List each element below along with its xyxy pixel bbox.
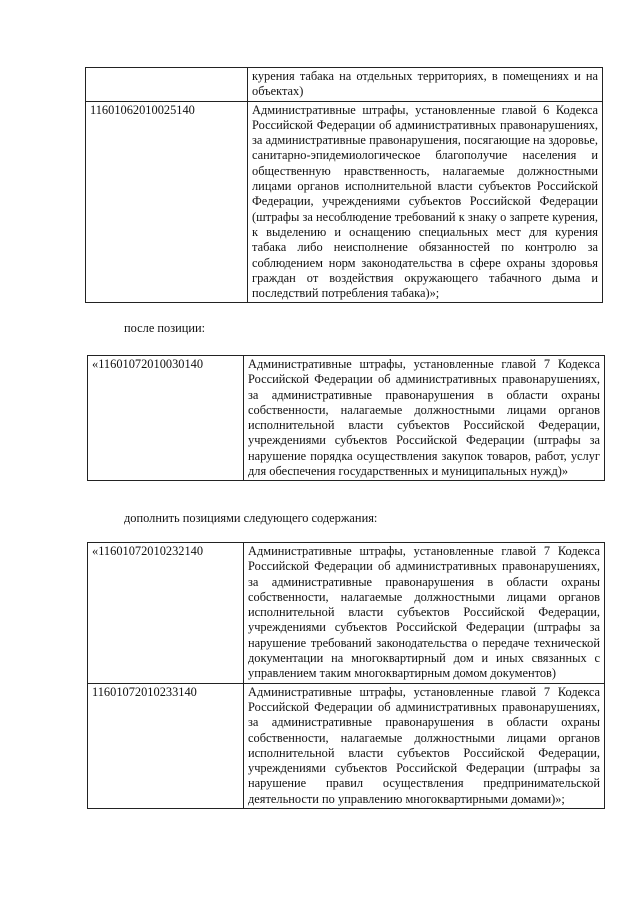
table-row — [88, 543, 605, 684]
classification-table-1 — [85, 67, 603, 303]
table-row — [88, 356, 605, 481]
paragraph-after-position: после позиции: — [124, 321, 206, 335]
table-row — [86, 68, 603, 102]
code-cell: 11601072010233140 — [88, 683, 244, 808]
code-cell — [86, 68, 248, 102]
classification-table-3 — [87, 542, 605, 809]
description-cell: Административные штрафы, установленные главой 6 Кодекса Российской Федерации об административных правонарушениях, за административные правонарушения, посягающие на здоровье, санитарно-эпидемиологическое благополучие населения и общественную нравственность, налагаемые должностными лицами органов исполнительной власти субъектов Российской Федерации, учреждениями субъектов Российской Федерации (штрафы за несоблюдение требований к знаку о запрете курения, к выделению и оснащению специальных мест для курения табака либо неисполнение обязанностей по контролю за соблюдением норм законодательства в сфере охраны здоровья граждан от воздействия окружающего табачного дыма и последствий потребления табака)»; — [248, 101, 603, 303]
code-cell: 11601062010025140 — [86, 101, 248, 303]
code-cell: «11601072010030140 — [88, 356, 244, 481]
table-row — [86, 101, 603, 303]
code-cell: «11601072010232140 — [88, 543, 244, 684]
description-cell: Административные штрафы, установленные главой 7 Кодекса Российской Федерации об административных правонарушениях, за административные правонарушения в области охраны собственности, налагаемые должностными лицами органов исполнительной власти субъектов Российской Федерации, учреждениями субъектов Российской Федерации (штрафы за нарушение правил осуществления предпринимательской деятельности по управлению многоквартирными домами)»; — [244, 683, 605, 808]
table-row — [88, 683, 605, 808]
classification-table-2 — [87, 355, 605, 481]
description-cell: Административные штрафы, установленные главой 7 Кодекса Российской Федерации об административных правонарушениях, за административные правонарушения в области охраны собственности, налагаемые должностными лицами органов исполнительной власти субъектов Российской Федерации, учреждениями субъектов Российской Федерации (штрафы за нарушение требований законодательства о передаче технической документации на многоквартирный дом и иных связанных с управлением таким многоквартирным домом документов) — [244, 543, 605, 684]
description-cell: Административные штрафы, установленные главой 7 Кодекса Российской Федерации об административных правонарушениях, за административные правонарушения в области охраны собственности, налагаемые должностными лицами органов исполнительной власти субъектов Российской Федерации, учреждениями субъектов Российской Федерации (штрафы за нарушение порядка осуществления закупок товаров, работ, услуг для обеспечения государственных и муниципальных нужд)» — [244, 356, 605, 481]
paragraph-supplement: дополнить позициями следующего содержания: — [124, 511, 378, 525]
description-cell: курения табака на отдельных территориях, в помещениях и на объектах) — [248, 68, 603, 102]
